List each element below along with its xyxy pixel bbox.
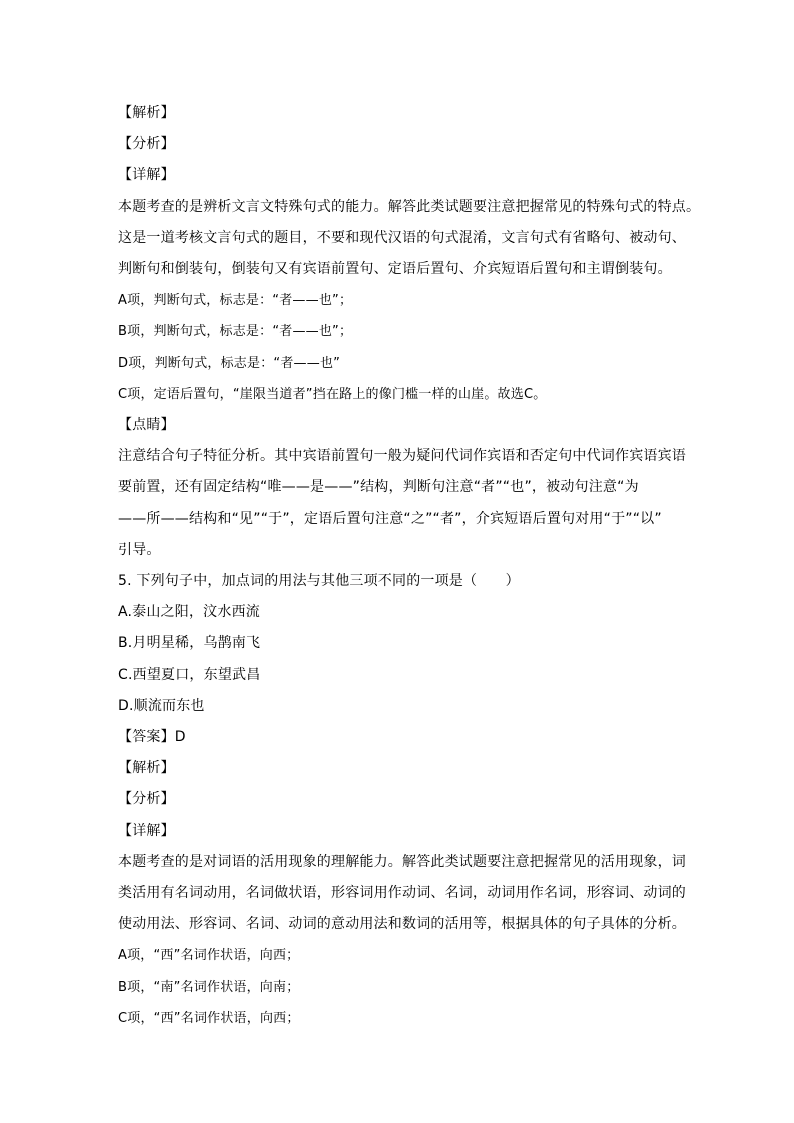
paragraph-line: 本题考查的是辨析文言文特殊句式的能力。解答此类试题要注意把握常见的特殊句式的特点。 (118, 198, 701, 215)
paragraph-line: 类活用有名词动用，名词做状语，形容词用作动词、名词，动词用作名词，形容词、动词的 (118, 885, 686, 902)
paragraph-line: 这是一道考核文言句式的题目，不要和现代汉语的句式混淆，文言句式有省略句、被动句、 (118, 229, 686, 246)
answer-line: 【答案】D (118, 729, 186, 746)
option-c: C.西望夏口，东望武昌 (118, 666, 261, 683)
section-heading-analysis: 【解析】 (118, 760, 175, 777)
item-line-c: C项，“西”名词作状语，向西； (118, 1010, 300, 1026)
item-line-c: C项，定语后置句，“崖限当道者”挡在路上的像门槛一样的山崖。故选C。 (118, 386, 547, 402)
option-d: D.顺流而东也 (118, 697, 205, 714)
document-page (118, 98, 701, 1034)
question-stem: 5. 下列句子中，加点词的用法与其他三项不同的一项是（ ） (118, 573, 520, 590)
tip-line: ——所——结构和“见”“于”，定语后置句注意“之”“者”，介宾短语后置句对用“于”“以” (118, 510, 662, 527)
paragraph-line: 判断句和倒装句，倒装句又有宾语前置句、定语后置句、介宾短语后置句和主谓倒装句。 (118, 261, 672, 278)
item-line-a: A项，“西”名词作状语，向西； (118, 948, 300, 964)
paragraph-line: 本题考查的是对词语的活用现象的理解能力。解答此类试题要注意把握常见的活用现象，词 (118, 853, 686, 870)
section-heading-breakdown: 【分析】 (118, 791, 175, 808)
option-b: B.月明星稀，乌鹊南飞 (118, 635, 261, 652)
item-line-b: B项，“南”名词作状语，向南； (118, 979, 300, 995)
item-line-b: B项，判断句式，标志是：“者——也”； (118, 324, 353, 340)
tip-line: 引导。 (118, 541, 161, 558)
item-line-d: D项，判断句式，标志是：“者——也” (118, 355, 341, 371)
section-heading-analysis: 【解析】 (118, 105, 175, 121)
section-heading-details: 【详解】 (118, 822, 175, 839)
item-line-a: A项，判断句式，标志是：“者——也”； (118, 293, 353, 309)
option-a: A.泰山之阳，汶水西流 (118, 604, 260, 621)
section-heading-tip: 【点睛】 (118, 417, 175, 434)
tip-line: 要前置，还有固定结构“唯——是——”结构，判断句注意“者”“也”，被动句注意“为 (118, 479, 639, 496)
section-heading-breakdown: 【分析】 (118, 136, 175, 153)
section-heading-details: 【详解】 (118, 167, 175, 184)
tip-line: 注意结合句子特征分析。其中宾语前置句一般为疑问代词作宾语和否定句中代词作宾语宾语 (118, 448, 686, 465)
paragraph-line: 使动用法、形容词、名词、动词的意动用法和数词的活用等，根据具体的句子具体的分析。 (118, 916, 686, 933)
